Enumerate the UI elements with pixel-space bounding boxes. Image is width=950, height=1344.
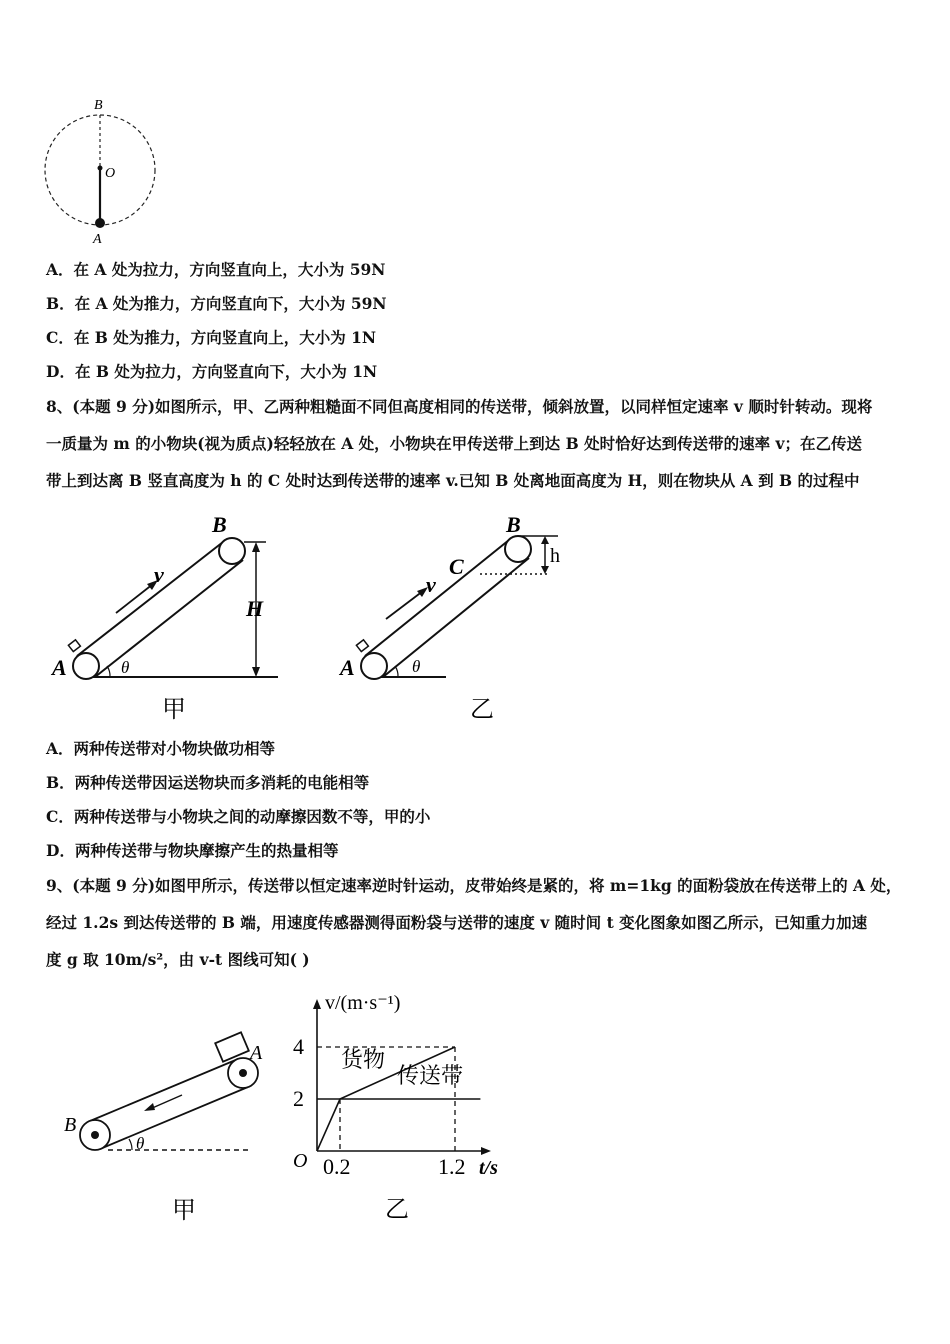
q9-stem-line-2: 经过 1.2s 到达传送带的 B 端，用速度传感器测得面粉袋与送带的速度 v 随时间 t 变化图象如图乙所示，已知重力加速 — [46, 913, 868, 932]
pulley-a-axle — [239, 1069, 247, 1077]
label-h-small: h — [550, 545, 560, 567]
caption-jia: 甲 — [172, 1198, 196, 1224]
block — [68, 640, 80, 652]
label-b: B — [64, 1114, 77, 1136]
q9-stem-line-3: 度 g 取 10m/s²，由 v-t 图线可知( ) — [46, 950, 310, 969]
pulley-a — [361, 653, 387, 679]
label-b: B — [94, 98, 103, 113]
q8-option-b: B．两种传送带因运送物块而多消耗的电能相等 — [46, 773, 370, 792]
label-b: B — [506, 512, 521, 537]
label-o: O — [105, 166, 116, 181]
height-arrowhead-bottom — [252, 667, 260, 677]
label-theta: θ — [136, 1134, 145, 1153]
q8-option-c: C．两种传送带与小物块之间的动摩擦因数不等，甲的小 — [46, 807, 431, 826]
q8-stem-line-3: 带上到达离 B 竖直高度为 h 的 C 处时达到传送带的速率 v.已知 B 处离地面高度为 H，则在物块从 A 到 B 的过程中 — [46, 471, 860, 490]
height-arrowhead-top — [252, 542, 260, 552]
h-arrowhead-bottom — [541, 566, 549, 574]
pulley-b — [505, 536, 531, 562]
label-theta: θ — [121, 658, 130, 677]
q8-option-a: A．两种传送带对小物块做功相等 — [46, 739, 276, 758]
legend-belt: 传送带 — [397, 1063, 464, 1088]
q7-option-b: B．在 A 处为推力，方向竖直向下，大小为 59N — [46, 294, 387, 313]
caption-yi: 乙 — [385, 1197, 409, 1223]
label-a: A — [93, 232, 102, 247]
q9-figure-jia — [60, 1025, 270, 1230]
y-axis-label: v/(m·s⁻¹) — [325, 992, 401, 1014]
q7-option-c: C．在 B 处为推力，方向竖直向上，大小为 1N — [46, 328, 377, 347]
angle-arc — [129, 1139, 132, 1150]
pivot-o — [98, 166, 103, 171]
x-axis-label: t/s — [479, 1157, 498, 1179]
label-a: A — [52, 655, 67, 680]
block — [356, 640, 368, 652]
q9-stem-line-1: 9、(本题 9 分)如图甲所示，传送带以恒定速率逆时针运动，皮带始终是紧的，将 m=1kg 的面粉袋放在传送带上的 A 处， — [46, 876, 902, 895]
label-c: C — [449, 554, 464, 579]
q8-figure-jia — [50, 510, 300, 725]
label-v: v — [426, 572, 436, 597]
label-b: B — [212, 512, 227, 537]
velocity-arrow — [116, 584, 153, 613]
q8-option-d: D．两种传送带与物块摩擦产生的热量相等 — [46, 841, 339, 860]
x-axis-arrowhead — [481, 1147, 491, 1155]
angle-arc — [395, 666, 398, 677]
pulley-b-axle — [91, 1131, 99, 1139]
belt-lower — [100, 1087, 248, 1149]
pulley-b — [219, 538, 245, 564]
belt-upper — [77, 542, 223, 656]
y-tick-1: 4 — [293, 1034, 304, 1059]
caption-jia: 甲 — [162, 697, 186, 723]
x-tick-1: 1.2 — [438, 1154, 466, 1179]
belt-upper — [365, 540, 509, 656]
belt-lower — [95, 560, 243, 677]
legend-cargo: 货物 — [341, 1047, 386, 1072]
direction-arrow — [150, 1095, 182, 1109]
origin-label: O — [293, 1150, 308, 1172]
y-axis-arrowhead — [313, 999, 321, 1009]
y-tick-0: 2 — [293, 1086, 304, 1111]
label-h-big: H — [246, 596, 264, 621]
ball-a — [95, 218, 105, 228]
label-v: v — [154, 562, 164, 587]
label-a: A — [340, 655, 355, 680]
belt-upper — [90, 1059, 238, 1121]
caption-yi: 乙 — [470, 697, 494, 723]
q7-option-a: A．在 A 处为拉力，方向竖直向上，大小为 59N — [46, 260, 386, 279]
circle-rod-figure — [40, 95, 165, 250]
q8-stem-line-1: 8、(本题 9 分)如图所示，甲、乙两种粗糙面不同但高度相同的传送带，倾斜放置，以同样恒定速率 v 顺时针转动。现将 — [46, 397, 873, 416]
label-a: A — [250, 1042, 263, 1064]
q7-option-d: D．在 B 处为拉力，方向竖直向下，大小为 1N — [46, 362, 378, 381]
q8-figure-yi — [338, 510, 578, 725]
q9-vt-chart — [285, 985, 525, 1230]
pulley-a — [73, 653, 99, 679]
label-theta: θ — [412, 657, 421, 676]
x-tick-0: 0.2 — [323, 1154, 351, 1179]
direction-arrowhead — [144, 1103, 155, 1111]
h-arrowhead-top — [541, 536, 549, 544]
q8-stem-line-2: 一质量为 m 的小物块(视为质点)轻轻放在 A 处，小物块在甲传送带上到达 B 处时恰好达到传送带的速率 v；在乙传送 — [46, 434, 862, 453]
angle-arc — [107, 666, 110, 677]
